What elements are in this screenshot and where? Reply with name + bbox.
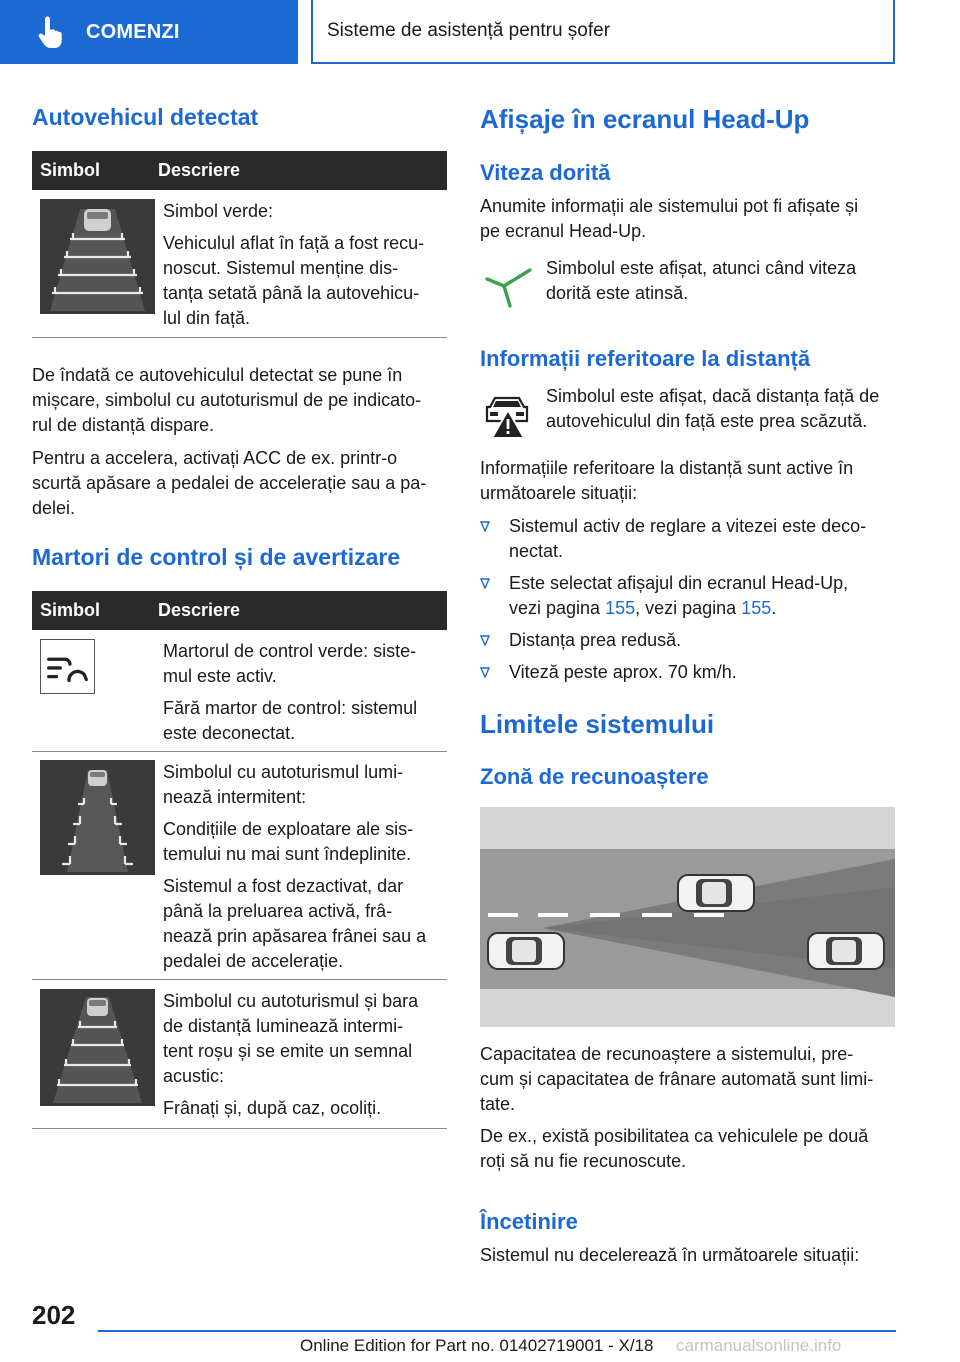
car-rear-icon bbox=[488, 933, 564, 969]
chapter-tab-label: COMENZI bbox=[86, 20, 180, 43]
car-ahead-icon bbox=[808, 933, 884, 969]
footer-divider bbox=[98, 1330, 896, 1332]
heading-system-limits: Limitele sistemului bbox=[480, 709, 715, 739]
acc-indicator-image bbox=[40, 639, 95, 694]
page-number: 202 bbox=[32, 1300, 76, 1330]
table2-col-description: Descriere bbox=[158, 600, 241, 620]
table1-row1-description: Simbol verde: Vehiculul aflat în față a fost recu- noscut. Sistemul menține dis- tanța setată până la autovehicu- lul din față. bbox=[163, 201, 425, 328]
edition-info: Online Edition for Part no. 01402719001 - X/18 bbox=[300, 1336, 654, 1355]
table1-header bbox=[32, 151, 447, 190]
detected-vehicle-display-image bbox=[40, 199, 155, 314]
distance-warning-car-icon bbox=[482, 390, 534, 440]
detection-zone-illustration bbox=[480, 807, 895, 1027]
table2-row1-description: Martorul de control verde: siste- mul este activ. Fără martor de control: sistemul este deconectat. bbox=[163, 641, 418, 743]
section-title: Sisteme de asistență pentru șofer bbox=[327, 20, 611, 41]
table2-row2-divider bbox=[32, 979, 447, 980]
acc-distance-indicator-icon bbox=[41, 640, 94, 693]
heading-desired-speed: Viteza dorită bbox=[480, 160, 611, 185]
table2-header bbox=[32, 591, 447, 630]
paragraph-detection-limited: Capacitatea de recunoaștere a sistemului, pre- cum și capacitatea de frânare automată sunt limi- tate. bbox=[480, 1044, 874, 1114]
paragraph-two-wheelers: De ex., există posibilitatea ca vehiculele pe două roți să nu fie recunoscute. bbox=[480, 1126, 869, 1171]
table2-col-symbol: Simbol bbox=[40, 600, 101, 620]
heading-detection-zone: Zonă de recunoaștere bbox=[480, 764, 709, 789]
bullet-triangle-icon bbox=[480, 521, 490, 532]
table2-row3-divider bbox=[32, 1128, 447, 1129]
page-link-155[interactable]: 155 bbox=[605, 598, 636, 618]
desired-speed-reached-icon bbox=[484, 262, 534, 312]
heading-deceleration: Încetinire bbox=[480, 1209, 578, 1234]
section-title-box bbox=[311, 0, 895, 64]
paragraph-vehicle-moves: De îndată ce autovehiculul detectat se pune în mișcare, simbolul cu autoturismul de pe indicato- rul de distanță dispare. bbox=[32, 365, 422, 435]
bullet-triangle-icon bbox=[480, 578, 490, 589]
bullet-triangle-icon bbox=[480, 635, 490, 646]
heading-indicator-lights: Martori de control și de avertizare bbox=[32, 544, 401, 570]
red-warning-display-image bbox=[40, 989, 155, 1106]
display-lanes-with-car-icon bbox=[40, 199, 155, 314]
paragraph-deceleration: Sistemul nu decelerează în următoarele situații: bbox=[480, 1245, 860, 1265]
paragraph-hud-info: Anumite informații ale sistemului pot fi afișate și pe ecranul Head-Up. bbox=[480, 196, 859, 241]
heading-head-up-display: Afișaje în ecranul Head-Up bbox=[480, 104, 810, 134]
page-link-155-second[interactable]: 155 bbox=[741, 598, 772, 618]
table1-col-description: Descriere bbox=[158, 160, 241, 180]
heading-detected-vehicle: Autovehicul detectat bbox=[32, 104, 259, 130]
watermark: carmanualsonline.info bbox=[676, 1336, 842, 1355]
distance-symbol-description: Simbolul este afișat, dacă distanța față de autovehiculul din față este prea scăzută. bbox=[546, 386, 880, 431]
table2-row1-divider bbox=[32, 751, 447, 752]
heading-distance-info: Informații referitoare la distanță bbox=[480, 346, 811, 371]
display-lanes-small-car-icon bbox=[40, 760, 155, 875]
table2-row3-description: Simbolul cu autoturismul și bara de distanță luminează intermi- tent roșu și se emite un semnal acustic: Frânați și, după caz, ocoliți. bbox=[163, 991, 419, 1118]
speed-symbol-description: Simbolul este afișat, atunci când viteza dorită este atinsă. bbox=[546, 258, 857, 303]
chapter-tab[interactable] bbox=[0, 0, 298, 64]
flashing-vehicle-display-image bbox=[40, 760, 155, 875]
paragraph-accelerate: Pentru a accelera, activați ACC de ex. printr-o scurtă apăsare a pedalei de accelerație sau a pa- delei. bbox=[32, 448, 427, 518]
hand-pointer-icon bbox=[36, 15, 66, 49]
display-lanes-warning-car-icon bbox=[40, 989, 155, 1106]
car-left-lane-icon bbox=[678, 875, 754, 911]
table1-col-symbol: Simbol bbox=[40, 160, 101, 180]
table2-row2-description: Simbolul cu autoturismul lumi- nează intermitent: Condițiile de exploatare ale sis- temului nu mai sunt îndeplinite. Sistemul a fost dezactivat, dar până la preluarea activă, frâ- nează prin apăsarea frânei sau a pedalei de accelerație. bbox=[163, 762, 427, 971]
paragraph-distance-active: Informațiile referitoare la distanță sunt active în următoarele situații: bbox=[480, 458, 854, 503]
bullet-triangle-icon bbox=[480, 667, 490, 678]
table1-row-divider bbox=[32, 337, 447, 338]
